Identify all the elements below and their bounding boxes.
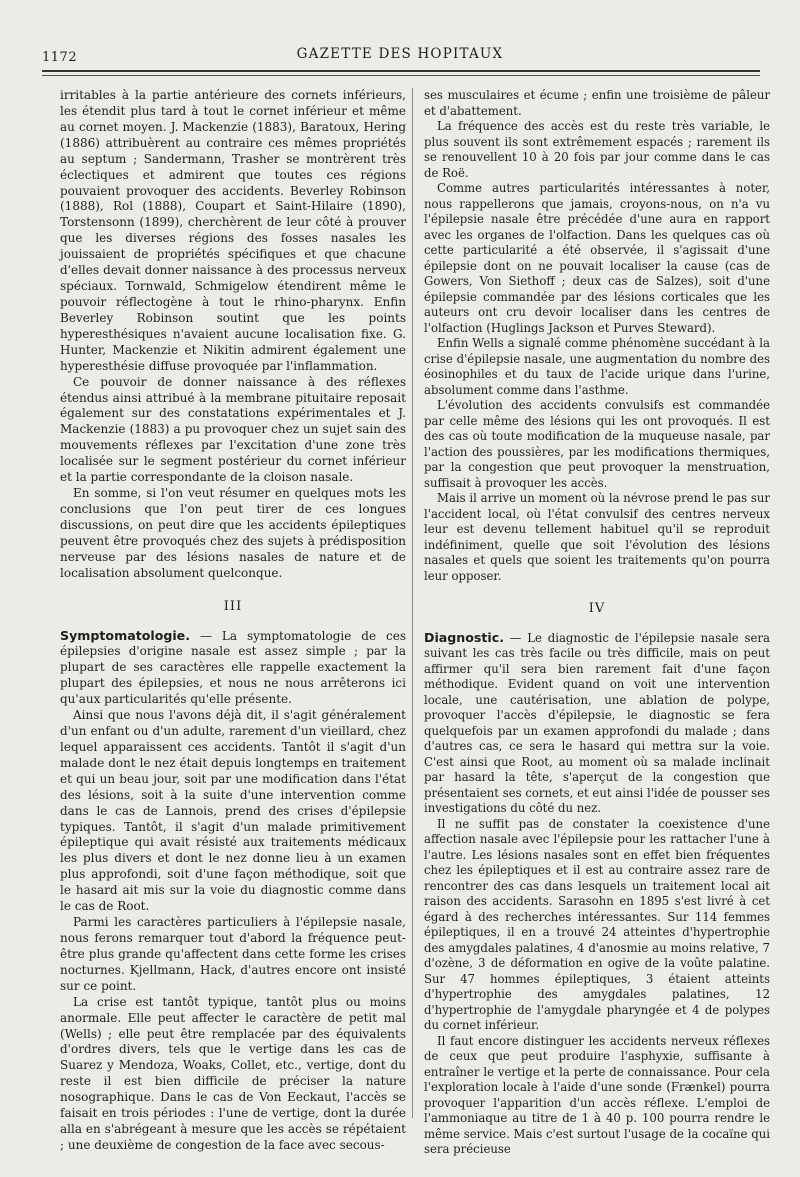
paragraph: La crise est tantôt typique, tantôt plus ou moins anormale. Elle peut affecter le caractère de petit mal (Wells) ; elle peut être remplacée par des équivalents d'ordres divers, tels que le vertige dans les cas de Suarez y Mendoza, Woaks, Collet, etc., vertige, dont du reste il est bien difficile de préciser la nature nosographique. Dans le cas de Von Eeckaut, l'accès se faisait en trois périodes : l'une de vertige, dont la durée alla en s'abrégeant à mesure que les accès se répétaient ; une deuxième de congestion de la face avec secous-: [60, 994, 406, 1152]
paragraph: Il faut encore distinguer les accidents nerveux réflexes de ceux que peut produire l'asphyxie, suffisante à entraîner le vertige et la perte de connaissance. Pour cela l'exploration locale à l'aide d'une sonde (Frænkel) pourra provoquer l'apparition d'un accès réflexe. L'emploi de l'ammoniaque au titre de 1 à 40 p. 100 pourra rendre le même service. Mais c'est surtout l'usage de la cocaïne qui sera précieuse: [424, 1033, 770, 1156]
header-rule-thin: [42, 75, 760, 76]
paragraph: Comme autres particularités intéressantes à noter, nous rappellerons que jamais, croyons-nous, on n'a vu l'épilepsie nasale être précédée d'une aura en rapport avec les organes de l'olfaction. Dans les quelques cas où cette particularité a été observée, il s'agissait d'une épilepsie dont on ne pouvait localiser la cause (cas de Gowers, Von Siethoff ; deux cas de Salzes), soit d'une épilepsie commandée par des lésions corticales que les auteurs ont cru devoir localiser dans les centres de l'olfaction (Huglings Jackson et Purves Steward).: [424, 181, 770, 335]
section-heading: Diagnostic.: [424, 629, 504, 645]
journal-title: GAZETTE DES HOPITAUX: [296, 46, 504, 62]
paragraph: La fréquence des accès est du reste très variable, le plus souvent ils sont extrêmement espacés ; rarement ils se renouvellent 10 à 20 fois par jour comme dans le cas de Roë.: [424, 119, 770, 180]
paragraph: Ce pouvoir de donner naissance à des réflexes étendus ainsi attribué à la membrane pituitaire reposait également sur des constatations expérimentales et J. Mackenzie (1883) a pu provoquer chez un sujet sain des mouvements réflexes par l'excitation d'une zone très localisée sur le segment postérieur du cornet inférieur et la partie correspondante de la cloison nasale.: [60, 374, 406, 485]
paragraph: Mais il arrive un moment où la névrose prend le pas sur l'accident local, où l'état convulsif des centres nerveux leur est devenu tellement habituel qu'il se reproduit indéfiniment, quelle que soit l'évolution des lésions nasales et quels que soient les traitements qu'on pourra leur opposer.: [424, 491, 770, 583]
paragraph: ses musculaires et écume ; enfin une troisième de pâleur et d'abattement.: [424, 88, 770, 118]
left-column: [60, 88, 406, 1154]
section-lead-paragraph: [60, 628, 406, 709]
page-header: [0, 0, 800, 90]
column-divider: [412, 88, 413, 1118]
header-rule: [42, 70, 760, 72]
right-column: [424, 88, 770, 1158]
paragraph: Ainsi que nous l'avons déjà dit, il s'agit généralement d'un enfant ou d'un adulte, rarement d'un vieillard, chez lequel apparaissent ces accidents. Tantôt il s'agit d'un malade dont le nez était depuis longtemps en traitement et qui un beau jour, soit par une modification dans l'état des lésions, soit à la suite d'une intervention comme dans le cas de Lannois, prend des crises d'épilepsie typiques. Tantôt, il s'agit d'un malade primitivement épileptique qui avait résisté aux traitements médicaux les plus divers et dont le nez donne lieu à un examen plus approfondi, soit d'une façon méthodique, soit que le hasard ait mis sur la voie du diagnostic comme dans le cas de Root.: [60, 708, 406, 914]
section-number: III: [223, 598, 243, 614]
paragraph: Enfin Wells a signalé comme phénomène succédant à la crise d'épilepsie nasale, une augmentation du nombre des éosinophiles et du taux de l'acide urique dans l'urine, absolument comme dans l'asthme.: [424, 336, 770, 397]
paragraph: L'évolution des accidents convulsifs est commandée par celle même des lésions qui les ont provoqués. Il est des cas où toute modification de la muqueuse nasale, par l'action des poussières, par les modifications thermiques, par la congestion que peut provoquer la menstruation, suffisait à provoquer les accès.: [424, 398, 770, 490]
paragraph-text: — Le diagnostic de l'épilepsie nasale sera suivant les cas très facile ou très difficile, mais on peut affirmer qu'il sera bien rarement fait d'une façon méthodique. Evident quand on voit une intervention locale, une cautérisation, une ablation de polype, provoquer l'accès d'épilepsie, le diagnostic se fera quelquefois par un examen approfondi du malade ; dans d'autres cas, ce sera le hasard qui mettra sur la voie. C'est ainsi que Root, au moment où sa malade inclinait par hasard la tête, s'aperçut de la congestion que présentaient ses cornets, et eut ainsi l'idée de pousser ses investigations du côté du nez.: [424, 630, 770, 815]
paragraph-text: — La symptomatologie de ces épilepsies d'origine nasale est assez simple ; par la plupart de ses caractères elle rappelle exactement la plupart des épilepsies, et nous ne nous arrêterons ici qu'aux particularités qu'elle présente.: [60, 628, 406, 707]
paragraph: Parmi les caractères particuliers à l'épilepsie nasale, nous ferons remarquer tout d'abord la fréquence peut-être plus grande qu'affectent dans cette forme les crises nocturnes. Kjellmann, Hack, d'autres encore ont insisté sur ce point.: [60, 915, 406, 993]
section-number: IV: [588, 601, 606, 616]
section-heading: Symptomatologie.: [60, 627, 191, 643]
page-number: 1172: [42, 50, 78, 65]
paragraph: Il ne suffit pas de constater la coexistence d'une affection nasale avec l'épilepsie pour les rattacher l'une à l'autre. Les lésions nasales sont en effet bien fréquentes chez les épileptiques et il est au contraire assez rare de rencontrer des cas dans lesquels un traitement local ait raison des accidents. Sarasohn en 1895 s'est livré à cet égard à des recherches intéressantes. Sur 114 femmes épileptiques, il en a trouvé 24 atteintes d'hypertrophie des amygdales palatines, 4 d'anosmie au moins relative, 7 d'ozène, 3 de déformation en ogive de la voûte palatine. Sur 47 hommes épileptiques, 3 étaient atteints d'hypertrophie des amygdales palatines, 12 d'hypertrophie de l'amygdale pharyngée et 4 de polypes du cornet inférieur.: [424, 816, 770, 1032]
section-lead-paragraph: [424, 630, 770, 817]
paragraph: irritables à la partie antérieure des cornets inférieurs, les étendit plus tard à tout le cornet inférieur et même au cornet moyen. J. Mackenzie (1883), Baratoux, Hering (1886) attribuèrent au contraire ces mêmes propriétés au septum ; Sandermann, Trasher se montrèrent très éclectiques et admirent que toutes ces régions pouvaient provoquer des accidents. Beverley Robinson (1888), Rol (1888), Coupart et Saint-Hilaire (1890), Torstensonn (1899), cherchèrent de leur côté à prouver que les diverses régions des fosses nasales les jouissaient de propriétés spécifiques et que chacune d'elles devait donner naissance à des processus nerveux spéciaux. Tornwald, Schmigelow étendirent même le pouvoir réflectogène à tout le rhino-pharynx. Enfin Beverley Robinson soutint que les points hyperesthésiques n'avaient aucune localisation fixe. G. Hunter, Mackenzie et Nikitin admirent également une hyperesthésie diffuse provoquée par l'inflammation.: [60, 88, 406, 373]
paragraph: En somme, si l'on veut résumer en quelques mots les conclusions que l'on peut tirer de ces longues discussions, on peut dire que les accidents épileptiques peuvent être provoqués chez des sujets à prédisposition nerveuse par des lésions nasales de nature et de localisation absolument quelconque.: [60, 486, 406, 580]
